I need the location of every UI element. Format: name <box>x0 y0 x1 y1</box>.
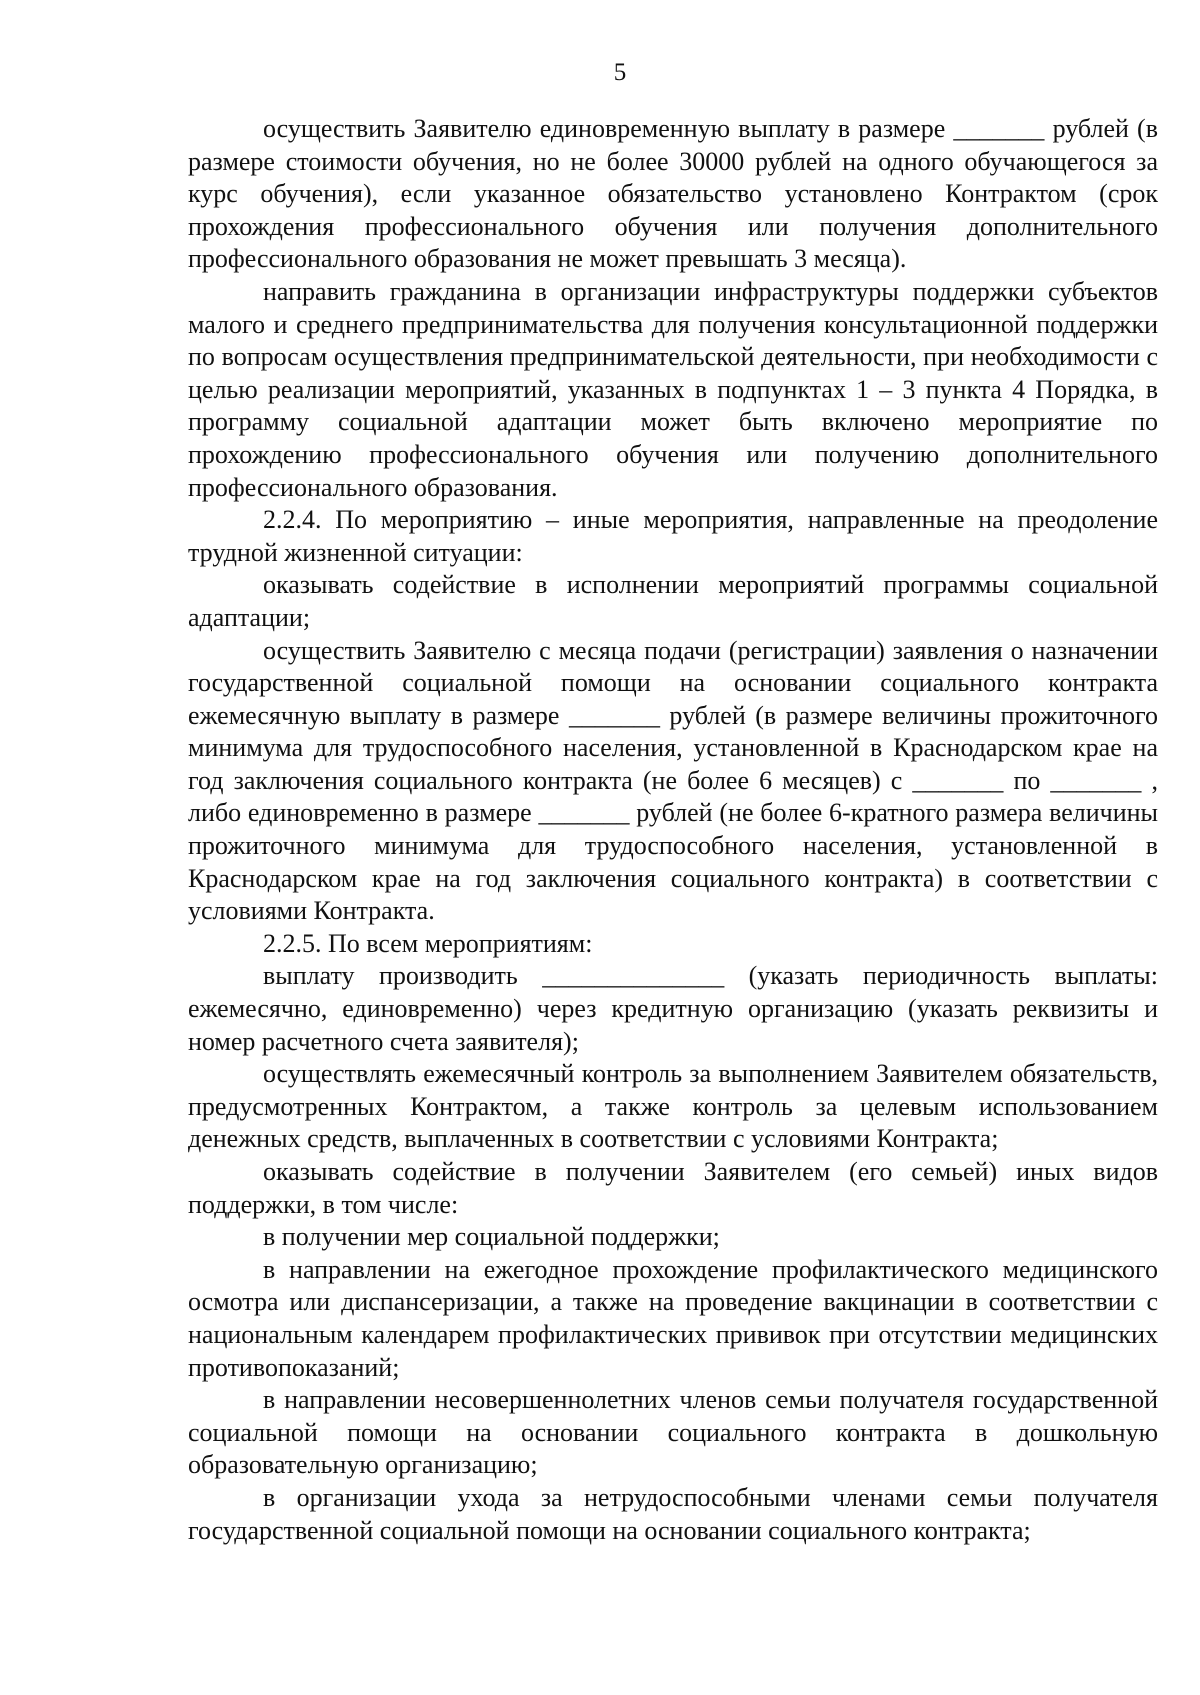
paragraph-social-support-measures: в получении мер социальной поддержки; <box>263 1222 720 1252</box>
section-2-2-4-heading: 2.2.4. По мероприятию – иные мероприятия, направленные на преодоление трудной жизненной ситуации: <box>188 505 1158 567</box>
page-number: 5 <box>613 59 627 86</box>
paragraph-payment-method: выплату производить ______________ (указать периодичность выплаты: ежемесячно, единовременно) через кредитную организацию (указать реквизиты и номер расчетного счета заявителя); <box>188 961 1158 1056</box>
paragraph-assist-program: оказывать содействие в исполнении мероприятий программы социальной адаптации; <box>188 570 1158 632</box>
paragraph-monthly-control: осуществлять ежемесячный контроль за выполнением Заявителем обязательств, предусмотренных Контрактом, а также контроль за целевым использованием денежных средств, выплаченных в соответствии с условиями Контракта; <box>188 1059 1158 1154</box>
paragraph-medical-examination: в направлении на ежегодное прохождение профилактического медицинского осмотра или диспансеризации, а также на проведение вакцинации в соответствии с национальным календарем профилактических прививок при отсутствии медицинских противопоказаний; <box>188 1254 1158 1382</box>
paragraph-one-time-payment: осуществить Заявителю единовременную выплату в размере _______ рублей (в размере стоимости обучения, но не более 30000 рублей на одного обучающегося за курс обучения), если указанное обязательство установлено Контрактом (срок прохождения профессионального обучения или получения дополнительного профессионального образования не может превышать 3 месяца). <box>188 114 1158 274</box>
paragraph-preschool: в направлении несовершеннолетних членов семьи получателя государственной социальной помощи на основании социального контракта в дошкольную образовательную организацию; <box>188 1385 1158 1480</box>
page-body <box>188 113 1158 1547</box>
paragraph-care-organization: в организации ухода за нетрудоспособными членами семьи получателя государственной социальной помощи на основании социального контракта; <box>188 1482 1158 1545</box>
paragraph-monthly-payment: осуществить Заявителю с месяца подачи (регистрации) заявления о назначении государственной социальной помощи на основании социального контракта ежемесячную выплату в размере _______ рублей (в размере величины прожиточного минимума для трудоспособного населения, установленной в Краснодарском крае на год заключения социального контракта (не более 6 месяцев) с _______ по _______ , либо единовременно в размере _______ рублей (не более 6-кратного размера величины прожиточного минимума для трудоспособного населения, установленной в Краснодарском крае на год заключения социального контракта) в соответствии с условиями Контракта. <box>188 635 1158 926</box>
paragraph-other-support: оказывать содействие в получении Заявителем (его семьей) иных видов поддержки, в том числе: <box>188 1157 1158 1219</box>
paragraph-business-support: направить гражданина в организации инфраструктуры поддержки субъектов малого и среднего предпринимательства для получения консультационной поддержки по вопросам осуществления предпринимательской деятельности, при необходимости с целью реализации мероприятий, указанных в подпунктах 1 – 3 пункта 4 Порядка, в программу социальной адаптации может быть включено мероприятие по прохождению профессионального обучения или получению дополнительного профессионального образования. <box>188 276 1158 502</box>
section-2-2-5-heading: 2.2.5. По всем мероприятиям: <box>263 928 593 958</box>
